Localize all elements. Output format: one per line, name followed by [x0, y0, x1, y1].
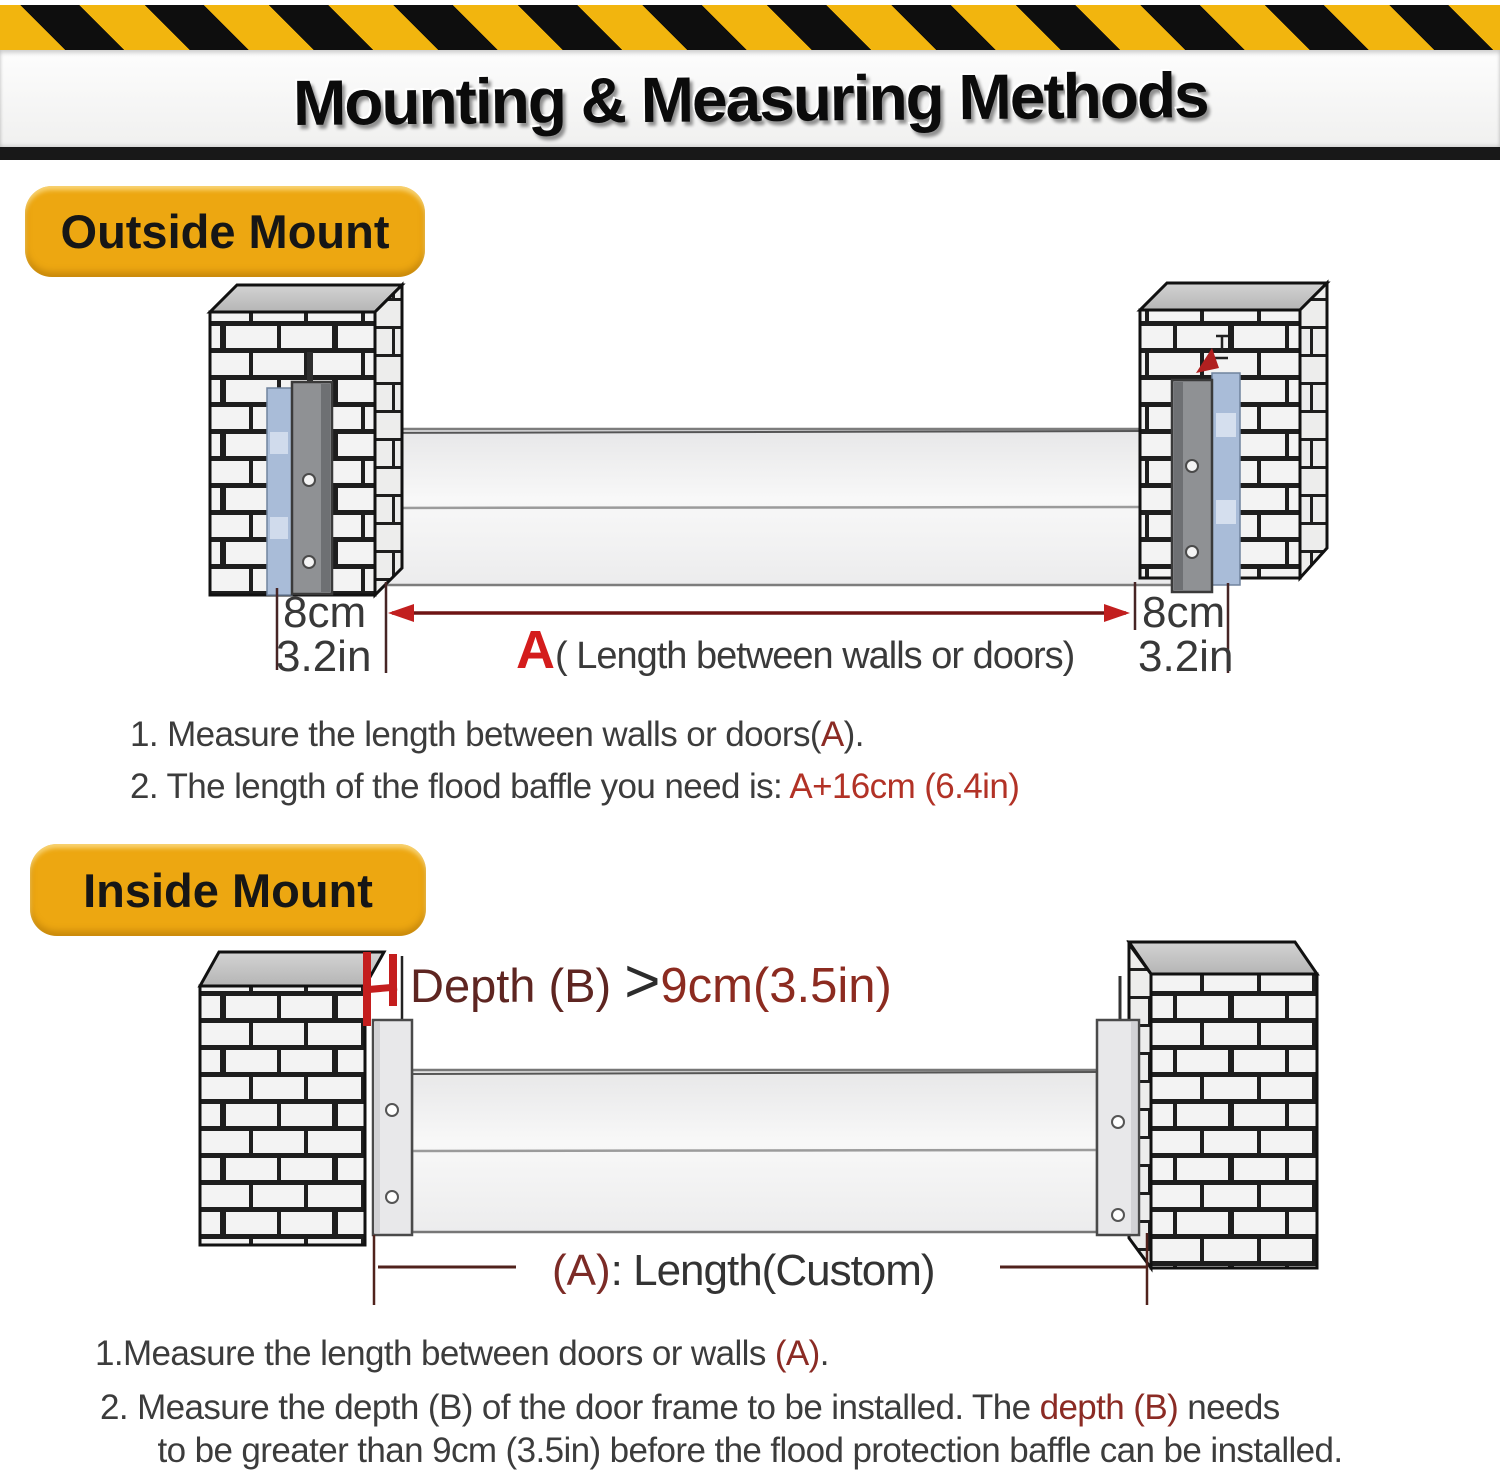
span-letter-a: A — [516, 620, 555, 680]
right-offset-in: 3.2in — [1138, 632, 1234, 681]
brick-pillar-right-inside — [1129, 942, 1317, 1268]
outside-note-1-end: ). — [843, 715, 864, 754]
left-offset-cm: 8cm — [283, 588, 367, 637]
outside-note-2 — [130, 767, 1019, 807]
caution-stripe-banner — [0, 5, 1500, 50]
inside-note-1-letter: (A) — [774, 1334, 820, 1373]
screw-hole — [303, 556, 315, 568]
span-label-text: ( Length between walls or doors) — [555, 635, 1075, 677]
span-arrow — [388, 604, 1130, 622]
mounting-channel-right-outside — [1172, 348, 1219, 592]
depth-label — [410, 947, 892, 1016]
arrowhead-left-icon — [388, 604, 414, 622]
outside-mount-badge-label: Outside Mount — [60, 205, 390, 258]
inside-note-3 — [60, 1431, 1440, 1471]
inside-note-1-end: . — [819, 1334, 829, 1373]
rubber-seal-left — [267, 388, 292, 595]
screw-hole — [1112, 1116, 1124, 1128]
brick-pillar-left-inside — [200, 952, 384, 1245]
page-title: Mounting & Measuring Methods — [292, 58, 1208, 139]
outside-note-1 — [130, 715, 864, 755]
screw-hole — [303, 474, 315, 486]
inside-mount-badge — [30, 844, 426, 936]
right-offset-cm: 8cm — [1142, 588, 1226, 637]
inside-note-2 — [100, 1388, 1280, 1428]
span-letter-inside: (A) — [552, 1246, 611, 1295]
header-divider-bar — [0, 147, 1500, 160]
inside-note-2-text: 2. Measure the depth (B) of the door frame to be installed. The — [100, 1388, 1040, 1427]
inside-note-1 — [95, 1334, 829, 1374]
span-label-inside — [552, 1246, 935, 1295]
flood-baffle-inside — [412, 1070, 1097, 1232]
outside-note-1-letter: A — [820, 715, 844, 754]
depth-indicator-icon — [363, 952, 402, 1026]
inside-note-2-end: needs — [1178, 1388, 1280, 1427]
rubber-seal-right — [1212, 373, 1240, 585]
mounting-channel-left-inside — [373, 1020, 412, 1235]
inside-note-1-text: 1.Measure the length between doors or walls — [95, 1334, 775, 1373]
screw-hole — [1186, 546, 1198, 558]
mounting-channel-left-outside — [292, 352, 332, 594]
depth-label-value: 9cm(3.5in) — [660, 959, 892, 1013]
span-label-inside-text: : Length(Custom) — [610, 1246, 935, 1295]
greater-than-sign: > — [624, 947, 661, 1016]
outside-note-2-formula: A+16cm (6.4in) — [789, 767, 1020, 806]
inside-note-3-text: to be greater than 9cm (3.5in) before the flood protection baffle can be installed. — [157, 1431, 1343, 1470]
outside-note-1-text: 1. Measure the length between walls or doors( — [130, 715, 821, 754]
outside-mount-badge — [25, 186, 425, 277]
title-band — [0, 50, 1500, 147]
inside-mount-badge-label: Inside Mount — [83, 863, 373, 917]
screw-hole — [1186, 460, 1198, 472]
screw-hole — [386, 1104, 398, 1116]
inside-mount-diagram — [0, 940, 1500, 1360]
span-label-outside — [516, 620, 1074, 680]
arrowhead-right-icon — [1104, 604, 1130, 622]
screw-hole — [386, 1191, 398, 1203]
outside-note-2-text: 2. The length of the flood baffle you need is: — [130, 767, 790, 806]
inside-note-2-highlight: depth (B) — [1039, 1388, 1179, 1427]
screw-hole — [1112, 1209, 1124, 1221]
flood-baffle-outside — [332, 429, 1172, 585]
left-offset-in: 3.2in — [276, 632, 372, 681]
outside-mount-diagram — [0, 270, 1500, 710]
depth-label-prefix: Depth (B) — [410, 959, 625, 1012]
